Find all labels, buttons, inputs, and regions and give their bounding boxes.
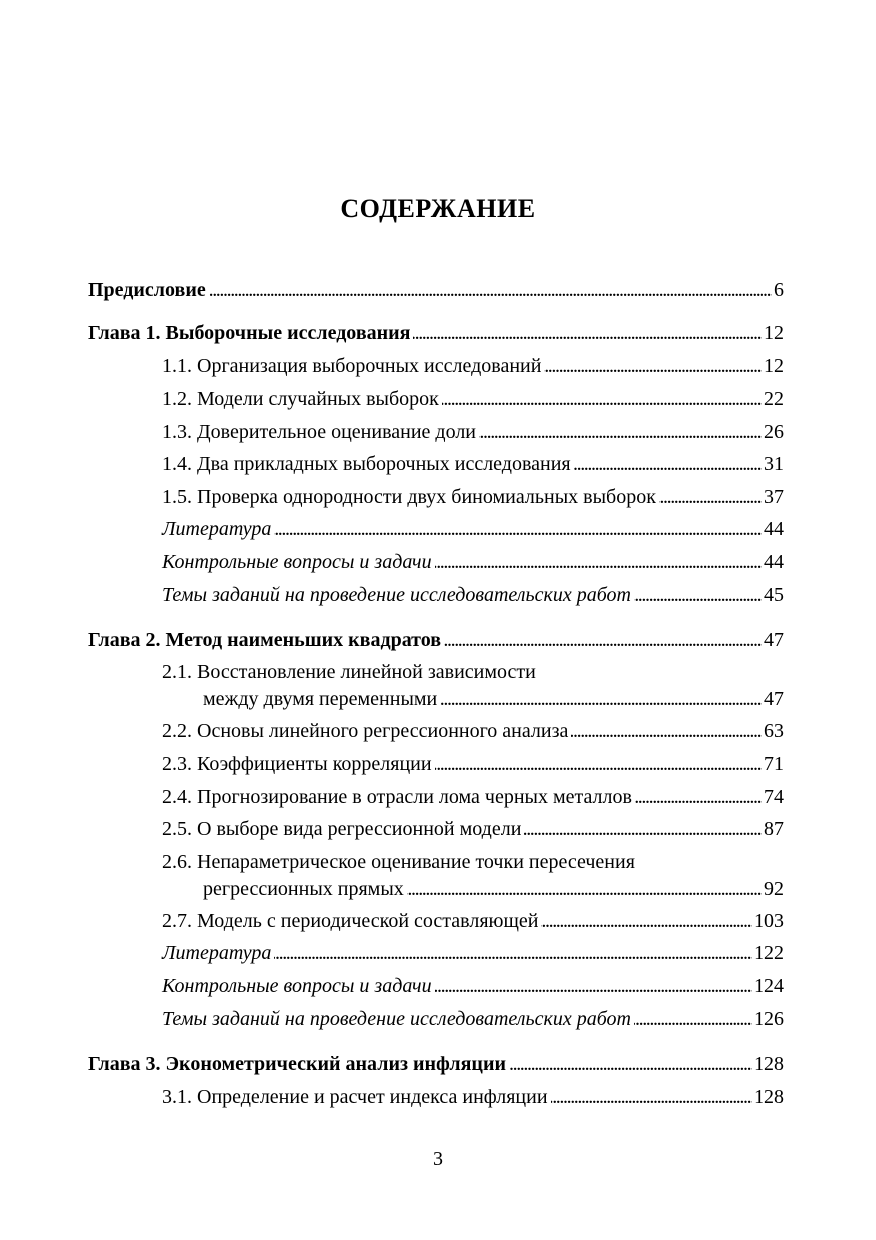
toc-entry-label: Контрольные вопросы и задачи — [162, 551, 432, 573]
toc-entry[interactable] — [162, 353, 784, 379]
toc-entry-page: 47 — [764, 688, 784, 710]
toc-entry-label: Глава 3. Эконометрический анализ инфляции — [88, 1053, 506, 1075]
toc-entry-label: 1.1. Организация выборочных исследований — [162, 355, 542, 377]
dot-leader — [635, 784, 762, 810]
toc-entry-line[interactable] — [162, 849, 784, 875]
toc-entry-label: 2.5. О выборе вида регрессионной модели — [162, 818, 522, 840]
dot-leader — [274, 940, 752, 966]
toc-entry[interactable] — [203, 876, 784, 902]
toc-entry[interactable] — [162, 784, 784, 810]
dot-leader — [435, 549, 762, 575]
dot-leader — [407, 876, 762, 902]
toc-entry[interactable] — [88, 1051, 784, 1077]
toc-entry-label: 2.4. Прогнозирование в отрасли лома черных металлов — [162, 786, 632, 808]
toc-entry-label: 1.2. Модели случайных выборок — [162, 388, 439, 410]
toc-entry-label: Темы заданий на проведение исследовательских работ — [162, 584, 631, 606]
toc-entry-page: 71 — [764, 753, 784, 775]
toc-entry-page: 37 — [764, 486, 784, 508]
toc-entry[interactable] — [162, 582, 784, 608]
page-title: СОДЕРЖАНИЕ — [340, 194, 536, 223]
toc-entry[interactable] — [88, 320, 784, 346]
toc-entry[interactable] — [162, 751, 784, 777]
toc-entry-label-continued: между двумя переменными — [203, 688, 438, 710]
toc-entry-label: 2.6. Непараметрическое оценивание точки пересечения — [162, 851, 635, 873]
toc-entry-page: 122 — [754, 942, 784, 964]
toc-entry[interactable] — [162, 386, 784, 412]
toc-entry-label: 2.7. Модель с периодической составляющей — [162, 910, 539, 932]
dot-leader — [551, 1084, 752, 1110]
toc-entry-page: 124 — [754, 975, 784, 997]
toc-entry[interactable] — [88, 277, 784, 303]
toc-entry-page: 6 — [774, 279, 784, 301]
dot-leader — [509, 1051, 752, 1077]
toc-entry-label: Предисловие — [88, 279, 206, 301]
toc-entry-label-continued: регрессионных прямых — [203, 878, 404, 900]
toc-entry[interactable] — [162, 484, 784, 510]
toc-entry-page: 12 — [764, 322, 784, 344]
dot-leader — [444, 627, 762, 653]
dot-leader — [440, 686, 762, 712]
toc-entry-page: 128 — [754, 1086, 784, 1108]
toc-entry-page: 63 — [764, 720, 784, 742]
toc-entry[interactable] — [162, 516, 784, 542]
toc-entry[interactable] — [162, 908, 784, 934]
dot-leader — [634, 1006, 752, 1032]
toc-entry[interactable] — [162, 816, 784, 842]
toc-entry-page: 128 — [754, 1053, 784, 1075]
toc-entry-label: 1.4. Два прикладных выборочных исследования — [162, 453, 571, 475]
dot-leader — [524, 816, 762, 842]
toc-entry-label: Литература — [162, 518, 272, 540]
toc-entry[interactable] — [203, 686, 784, 712]
toc-entry-page: 12 — [764, 355, 784, 377]
dot-leader — [479, 419, 762, 445]
toc-entry-page: 103 — [754, 910, 784, 932]
toc-entry-page: 26 — [764, 421, 784, 443]
dot-leader — [634, 582, 762, 608]
dot-leader — [541, 908, 752, 934]
toc-entry[interactable] — [162, 451, 784, 477]
dot-leader — [571, 718, 762, 744]
toc-entry-page: 31 — [764, 453, 784, 475]
toc-entry-label: Литература — [162, 942, 272, 964]
toc-entry-label: 1.5. Проверка однородности двух биномиальных выборок — [162, 486, 656, 508]
toc-entry-label: 2.1. Восстановление линейной зависимости — [162, 661, 536, 683]
toc-entry-page: 87 — [764, 818, 784, 840]
toc-entry-label: 3.1. Определение и расчет индекса инфляции — [162, 1086, 548, 1108]
toc-entry-label: Глава 1. Выборочные исследования — [88, 322, 411, 344]
toc-entry-page: 44 — [764, 551, 784, 573]
toc-entry-label: 2.3. Коэффициенты корреляции — [162, 753, 432, 775]
dot-leader — [274, 516, 762, 542]
toc-entry-page: 47 — [764, 629, 784, 651]
toc-entry-label: Контрольные вопросы и задачи — [162, 975, 432, 997]
dot-leader — [209, 277, 772, 303]
dot-leader — [435, 973, 752, 999]
toc-entry-label: 2.2. Основы линейного регрессионного анализа — [162, 720, 569, 742]
toc-entry-page: 126 — [754, 1008, 784, 1030]
toc-entry[interactable] — [162, 940, 784, 966]
dot-leader — [435, 751, 762, 777]
toc-entry-label: 1.3. Доверительное оценивание доли — [162, 421, 477, 443]
dot-leader — [413, 320, 762, 346]
toc-entry[interactable] — [162, 419, 784, 445]
toc-entry[interactable] — [88, 627, 784, 653]
toc-entry[interactable] — [162, 718, 784, 744]
toc-entry-page: 92 — [764, 878, 784, 900]
toc-entry-page: 44 — [764, 518, 784, 540]
toc-entry-label: Глава 2. Метод наименьших квадратов — [88, 629, 442, 651]
dot-leader — [544, 353, 762, 379]
toc-entry-line[interactable] — [162, 659, 784, 685]
toc-entry[interactable] — [162, 973, 784, 999]
toc-entry[interactable] — [162, 549, 784, 575]
page-number: 3 — [433, 1148, 443, 1170]
dot-leader — [442, 386, 762, 412]
toc-entry-label: Темы заданий на проведение исследовательских работ — [162, 1008, 631, 1030]
toc-entry[interactable] — [162, 1084, 784, 1110]
toc-entry[interactable] — [162, 1006, 784, 1032]
dot-leader — [574, 451, 762, 477]
dot-leader — [659, 484, 762, 510]
toc-entry-page: 74 — [764, 786, 784, 808]
toc-entry-page: 45 — [764, 584, 784, 606]
toc-entry-page: 22 — [764, 388, 784, 410]
